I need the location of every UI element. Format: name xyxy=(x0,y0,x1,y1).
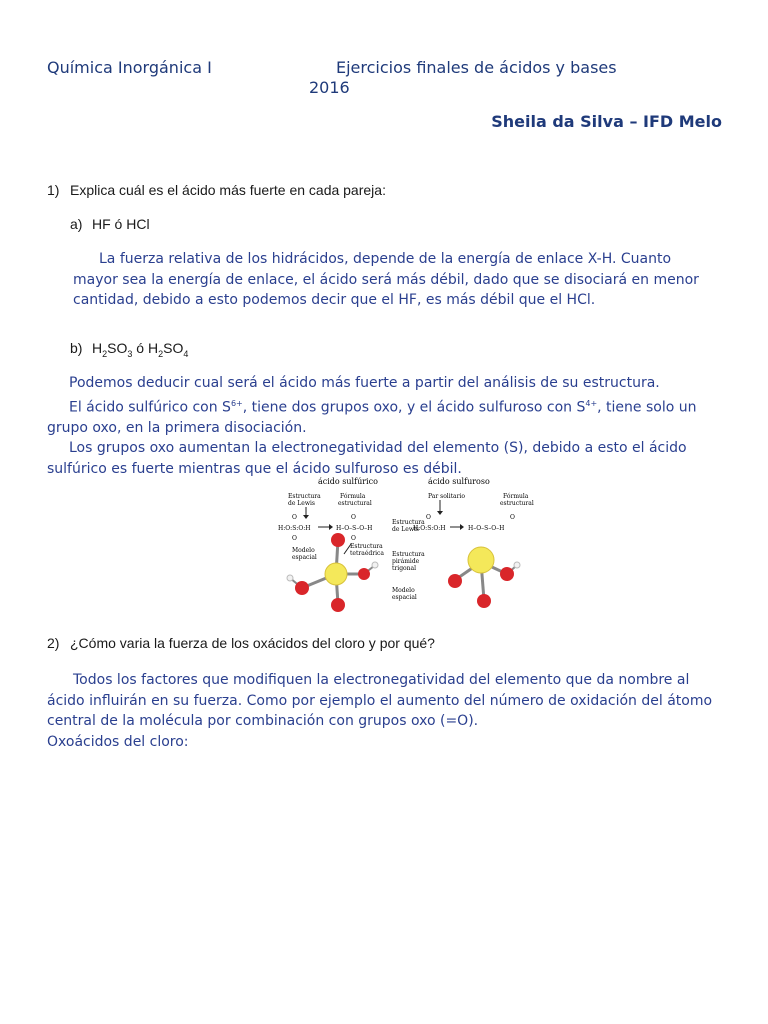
lewis-structure: H:O:S:O:H xyxy=(413,525,446,532)
oxidation-state: 4+ xyxy=(585,398,598,408)
formula-sub: 2 xyxy=(102,348,108,359)
q1b-answer xyxy=(47,373,737,479)
lewis-atom: O xyxy=(292,514,297,521)
q1b-line: Podemos deducir cual será el ácido más fuerte a partir del análisis de su estructura. xyxy=(69,375,660,391)
author-line: Sheila da Silva – IFD Melo xyxy=(491,112,722,131)
label: Fórmula xyxy=(340,493,366,500)
text: , tiene dos grupos oxo, y el ácido sulfuroso con S xyxy=(242,399,586,416)
q2-question: ¿Cómo varia la fuerza de los oxácidos del cloro y por qué? xyxy=(70,635,435,651)
label: Estructura xyxy=(288,493,321,500)
q2-line: Todos los factores que modifiquen la electronegatividad del elemento que da nombre al xyxy=(73,672,690,688)
label: trigonal xyxy=(392,565,417,572)
label: de Lewis xyxy=(392,526,419,533)
q2-answer xyxy=(47,670,737,752)
acid-structures-figure xyxy=(278,474,540,624)
label: espacial xyxy=(392,594,417,601)
text: , tiene solo un xyxy=(597,399,697,416)
label: Par solitario xyxy=(428,493,466,500)
oxidation-state: 6+ xyxy=(230,398,243,408)
course-name: Química Inorgánica I xyxy=(47,58,212,77)
structural-formula: H–O–S–O–H xyxy=(468,525,505,532)
oxygen-atom xyxy=(477,594,491,608)
label: pirámide xyxy=(392,558,420,565)
formula-atom: O xyxy=(510,514,515,521)
text: El ácido sulfúrico con S xyxy=(69,399,231,416)
lewis-atom: O xyxy=(292,535,297,542)
label: Estructura xyxy=(350,543,383,550)
q1a-answer-line: La fuerza relativa de los hidrácidos, depende de la energía de enlace X-H. Cuanto xyxy=(99,251,672,267)
label: tetraédrica xyxy=(350,550,384,557)
hydrogen-atom xyxy=(372,562,378,568)
label: estructural xyxy=(338,500,372,507)
q1b-line xyxy=(47,394,737,418)
formula-atom: O xyxy=(351,535,356,542)
formula-part: SO xyxy=(163,340,184,356)
document-title: Ejercicios finales de ácidos y bases xyxy=(336,58,617,77)
q1b-label: b) xyxy=(70,340,83,356)
formula-part: H xyxy=(92,340,103,356)
q1b-pair xyxy=(92,340,188,359)
q1-question: Explica cuál es el ácido más fuerte en cada pareja: xyxy=(70,182,386,198)
structural-formula: H–O–S–O–H xyxy=(336,525,373,532)
arrow-head xyxy=(460,524,464,530)
formula-part: H xyxy=(147,340,159,356)
q2-line: central de la molécula por combinación con grupos oxo (=O). xyxy=(47,713,479,729)
formula-part: SO xyxy=(107,340,128,356)
q2-line: ácido influirán en su fuerza. Como por ejemplo el aumento del número de oxidación del átomo xyxy=(47,692,713,709)
formula-atom: O xyxy=(351,514,356,521)
q1b-line: Los grupos oxo aumentan la electronegatividad del elemento (S), debido a esto el ácido xyxy=(69,440,687,457)
sulfurous-title: ácido sulfuroso xyxy=(428,477,490,486)
formula-sub: 2 xyxy=(158,348,164,359)
document-year: 2016 xyxy=(309,78,350,97)
oxygen-atom xyxy=(295,581,309,595)
oxygen-atom xyxy=(331,533,345,547)
lewis-structure: H:O:S:O:H xyxy=(278,525,311,532)
sulfur-atom xyxy=(468,547,494,573)
q2-line: Oxoácidos del cloro: xyxy=(47,733,189,750)
sulfur-atom xyxy=(325,563,347,585)
label: de Lewis xyxy=(288,500,315,507)
q1a-answer xyxy=(73,249,733,311)
formula-sub: 3 xyxy=(127,348,133,359)
q1a-answer-line: mayor sea la energía de enlace, el ácido será más débil, dado que se disociará en menor xyxy=(73,271,699,288)
q1b-line: sulfúrico es fuerte mientras que el ácido sulfuroso es débil. xyxy=(47,460,462,477)
q1a-pair: HF ó HCl xyxy=(92,216,150,232)
arrow-head xyxy=(329,524,333,530)
label: Modelo xyxy=(392,587,415,594)
lewis-atom: O xyxy=(426,514,431,521)
q1-number: 1) xyxy=(47,182,60,198)
arrow-head xyxy=(437,511,443,515)
label: espacial xyxy=(292,554,317,561)
label: Estructura xyxy=(392,519,425,526)
q1a-label: a) xyxy=(70,216,83,232)
label: Estructura xyxy=(392,551,425,558)
hydrogen-atom xyxy=(514,562,520,568)
q1a-answer-line: cantidad, debido a esto podemos decir que el HF, es más débil que el HCl. xyxy=(73,292,596,308)
label: Modelo xyxy=(292,547,315,554)
hydrogen-atom xyxy=(287,575,293,581)
oxygen-atom xyxy=(448,574,462,588)
label: estructural xyxy=(500,500,534,507)
oxygen-atom xyxy=(331,598,345,612)
arrow-head xyxy=(303,515,309,519)
q2-number: 2) xyxy=(47,635,60,651)
formula-sep: ó xyxy=(132,340,148,356)
q1b-line: grupo oxo, en la primera disociación. xyxy=(47,419,307,436)
formula-sub: 4 xyxy=(183,348,189,359)
label: Fórmula xyxy=(503,493,529,500)
sulfuric-title: ácido sulfúrico xyxy=(318,477,378,486)
oxygen-atom xyxy=(500,567,514,581)
oxygen-atom xyxy=(358,568,370,580)
